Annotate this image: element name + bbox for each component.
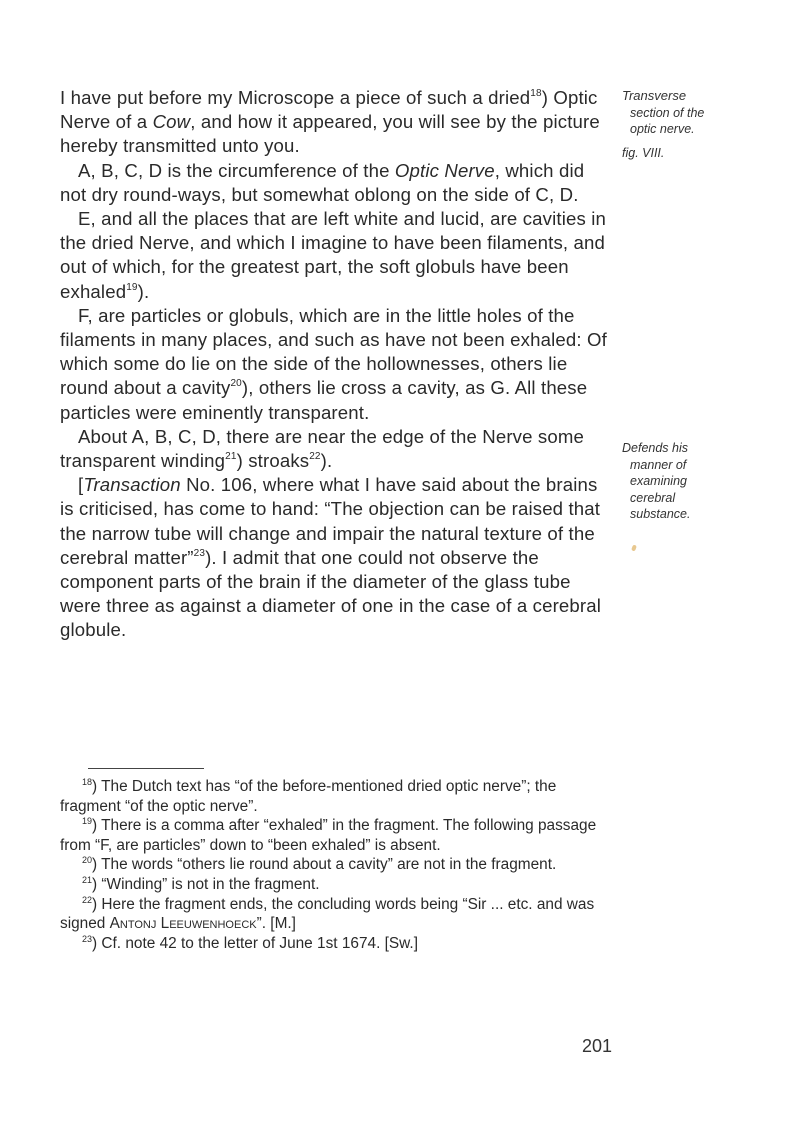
paper-speck [631,544,637,551]
footnote-ref-18[interactable]: 18 [530,88,542,99]
margin-note-transverse-section: Transverse section of the optic nerve. [622,88,705,136]
paragraph-2: A, B, C, D is the circumference of the Optic Nerve, which did not dry round-ways, but somewhat oblong on the side of C, D. [60,159,585,205]
footnote-ref-22[interactable]: 22 [309,451,321,463]
paragraph-5: About A, B, C, D, there are near the edge of the Nerve some transparent winding$^{21}$) stroaks$^{22}$). [60,425,584,472]
margin-note-defends: Defends his manner of examining cerebral substance. [622,441,691,521]
footnote-21: $^{21}$) “Winding” is not in the fragment. [82,874,320,893]
page-number: 201 [582,1036,613,1056]
footnote-22: $^{22}$) Here the fragment ends, the concluding words being “Sir ... etc. and was signed Antonj Leeuwenhoeck”. [M.] [60,894,595,933]
paragraph-3: E, and all the places that are left white and lucid, are cavities in the dried Nerve, and which I imagine to have been filaments, and out of which, for the greatest part, the soft globuls have been exhaled$^{19}$). [60,208,607,302]
footnote-divider [88,768,204,769]
footnote-ref-20[interactable]: 20 [230,378,242,390]
main-text [60,86,614,643]
paragraph-6: [Transaction No. 106, where what I have said about the brains is criticised, has come to hand: “The objection can be raised that the narrow tube will change and impair the natural texture of the cerebral matter”$^{23}$). I admit that one could not observe the component parts of the brain if the diameter of the glass tube were three as against a diameter of one in the case of a cerebral globule. [60,474,602,641]
paragraph-1: I have put before my Microscope a piece of such a dried$^{18}$) Optic Nerve of a Cow, and how it appeared, you will see by the picture hereby transmitted unto you. [60,87,600,157]
footnote-20: $^{20}$) The words “others lie round about a cavity” are not in the fragment. [82,855,557,874]
footnote-19: $^{19}$) There is a comma after “exhaled” in the fragment. The following passage from “F, are particles” down to “been exhaled” is absent. [60,816,597,854]
footnotes [60,777,614,953]
footnote-18: $^{18}$) The Dutch text has “of the before-mentioned dried optic nerve”; the fragment “of the optic nerve”. [60,777,557,815]
paragraph-4: F, are particles or globuls, which are in the little holes of the filaments in many places, and such as have not been exhaled: Of which some do lie on the side of the hollownesses, others lie round about a cavity$^{20}$), others lie cross a cavity, as G. All these particles were eminently transparent. [60,304,607,423]
margin-note-figure: fig. VIII. [622,146,665,160]
footnote-23: $^{23}$) Cf. note 42 to the letter of June 1st 1674. [Sw.] [82,933,418,952]
footnote-ref-23[interactable]: 23 [193,547,206,559]
footnote-ref-21[interactable]: 21 [225,451,237,463]
footnote-ref-19[interactable]: 19 [126,281,138,293]
